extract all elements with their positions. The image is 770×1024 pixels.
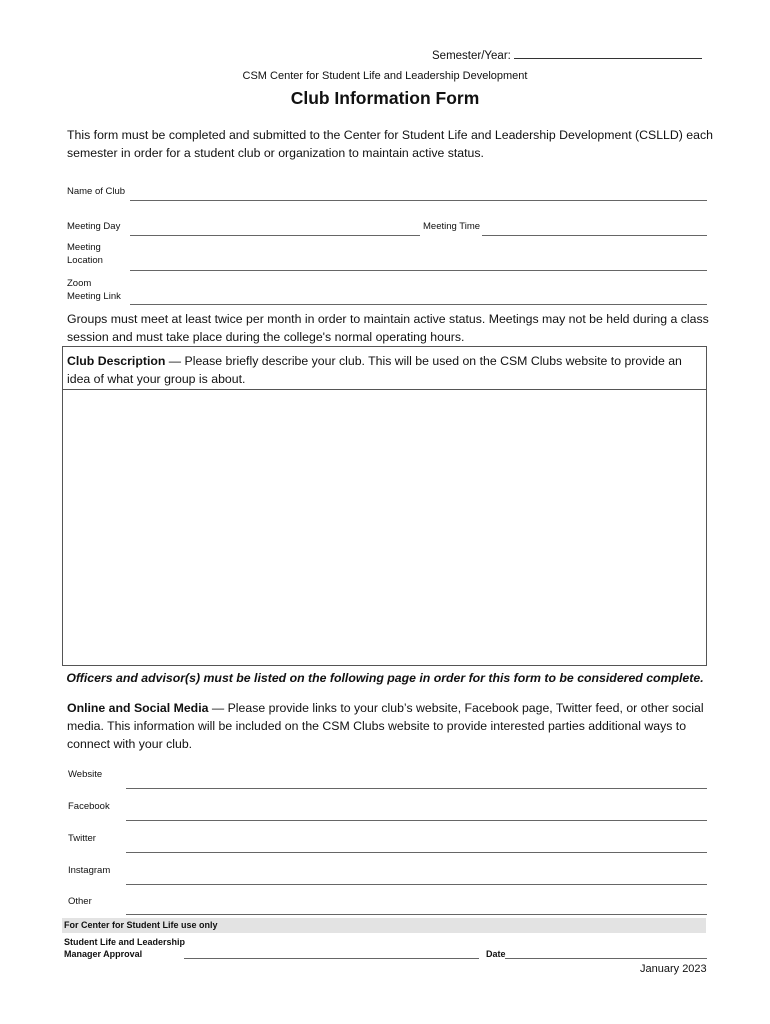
meeting-requirements-note: Groups must meet at least twice per month in order to maintain active status. Meetings may not be held during a class session and must take place during the college's normal operating hours. bbox=[67, 312, 709, 344]
instagram-label: Instagram bbox=[68, 865, 111, 876]
club-description-prompt bbox=[67, 352, 697, 388]
club-description-input[interactable] bbox=[63, 390, 706, 664]
page-title: Club Information Form bbox=[290, 88, 480, 108]
social-media-prompt bbox=[67, 699, 717, 753]
meeting-location-label bbox=[67, 241, 103, 267]
social-media-instructions: — Please provide links to your club’s website, Facebook page, Twitter feed, or other social media. This information will be included on the CSM Clubs website to provide interested parties additional ways to connect with your club. bbox=[67, 701, 704, 751]
manager-approval-label-line2: Manager Approval bbox=[64, 949, 143, 959]
meeting-location-label-line1: Meeting bbox=[67, 242, 101, 253]
manager-approval-field[interactable] bbox=[184, 958, 479, 959]
instagram-field[interactable] bbox=[126, 884, 707, 885]
social-media-heading: Online and Social Media bbox=[67, 701, 209, 715]
zoom-link-field[interactable] bbox=[130, 304, 707, 305]
twitter-label: Twitter bbox=[68, 833, 96, 844]
semester-year-line[interactable] bbox=[514, 48, 702, 59]
website-label: Website bbox=[68, 769, 103, 780]
manager-approval-label bbox=[64, 936, 185, 960]
facebook-field[interactable] bbox=[126, 820, 707, 821]
meeting-time-field[interactable] bbox=[482, 235, 707, 236]
meeting-time-label: Meeting Time bbox=[423, 221, 481, 232]
facebook-label: Facebook bbox=[68, 801, 110, 812]
meeting-day-field[interactable] bbox=[130, 235, 420, 236]
other-field[interactable] bbox=[126, 914, 707, 915]
semester-year-label: Semester/Year: bbox=[432, 50, 511, 62]
date-label: Date bbox=[486, 949, 506, 959]
other-label: Other bbox=[68, 896, 92, 907]
manager-approval-label-line1: Student Life and Leadership bbox=[64, 937, 186, 947]
zoom-link-label-line1: Zoom bbox=[67, 278, 92, 289]
meeting-day-label: Meeting Day bbox=[67, 221, 121, 232]
intro-paragraph: This form must be completed and submitted to the Center for Student Life and Leadership Development (CSLLD) each semester in order for a student club or organization to maintain active status. bbox=[67, 128, 713, 160]
org-name: CSM Center for Student Life and Leadership Development bbox=[242, 70, 528, 82]
footer-date: January 2023 bbox=[640, 963, 707, 975]
officers-note: Officers and advisor(s) must be listed on the following page in order for this form to be considered complete. bbox=[66, 671, 704, 685]
twitter-field[interactable] bbox=[126, 852, 707, 853]
club-description-instructions: — Please briefly describe your club. This will be used on the CSM Clubs website to provide an idea of what your group is about. bbox=[67, 354, 682, 386]
name-of-club-field[interactable] bbox=[130, 200, 707, 201]
name-of-club-label: Name of Club bbox=[67, 186, 126, 197]
semester-year bbox=[432, 48, 702, 62]
website-field[interactable] bbox=[126, 788, 707, 789]
meeting-location-field[interactable] bbox=[130, 270, 707, 271]
meeting-location-label-line2: Location bbox=[67, 255, 103, 266]
date-field[interactable] bbox=[505, 958, 707, 959]
zoom-link-label bbox=[67, 277, 121, 303]
office-use-bar: For Center for Student Life use only bbox=[62, 918, 706, 933]
club-description-heading: Club Description bbox=[67, 354, 166, 368]
zoom-link-label-line2: Meeting Link bbox=[67, 291, 121, 302]
